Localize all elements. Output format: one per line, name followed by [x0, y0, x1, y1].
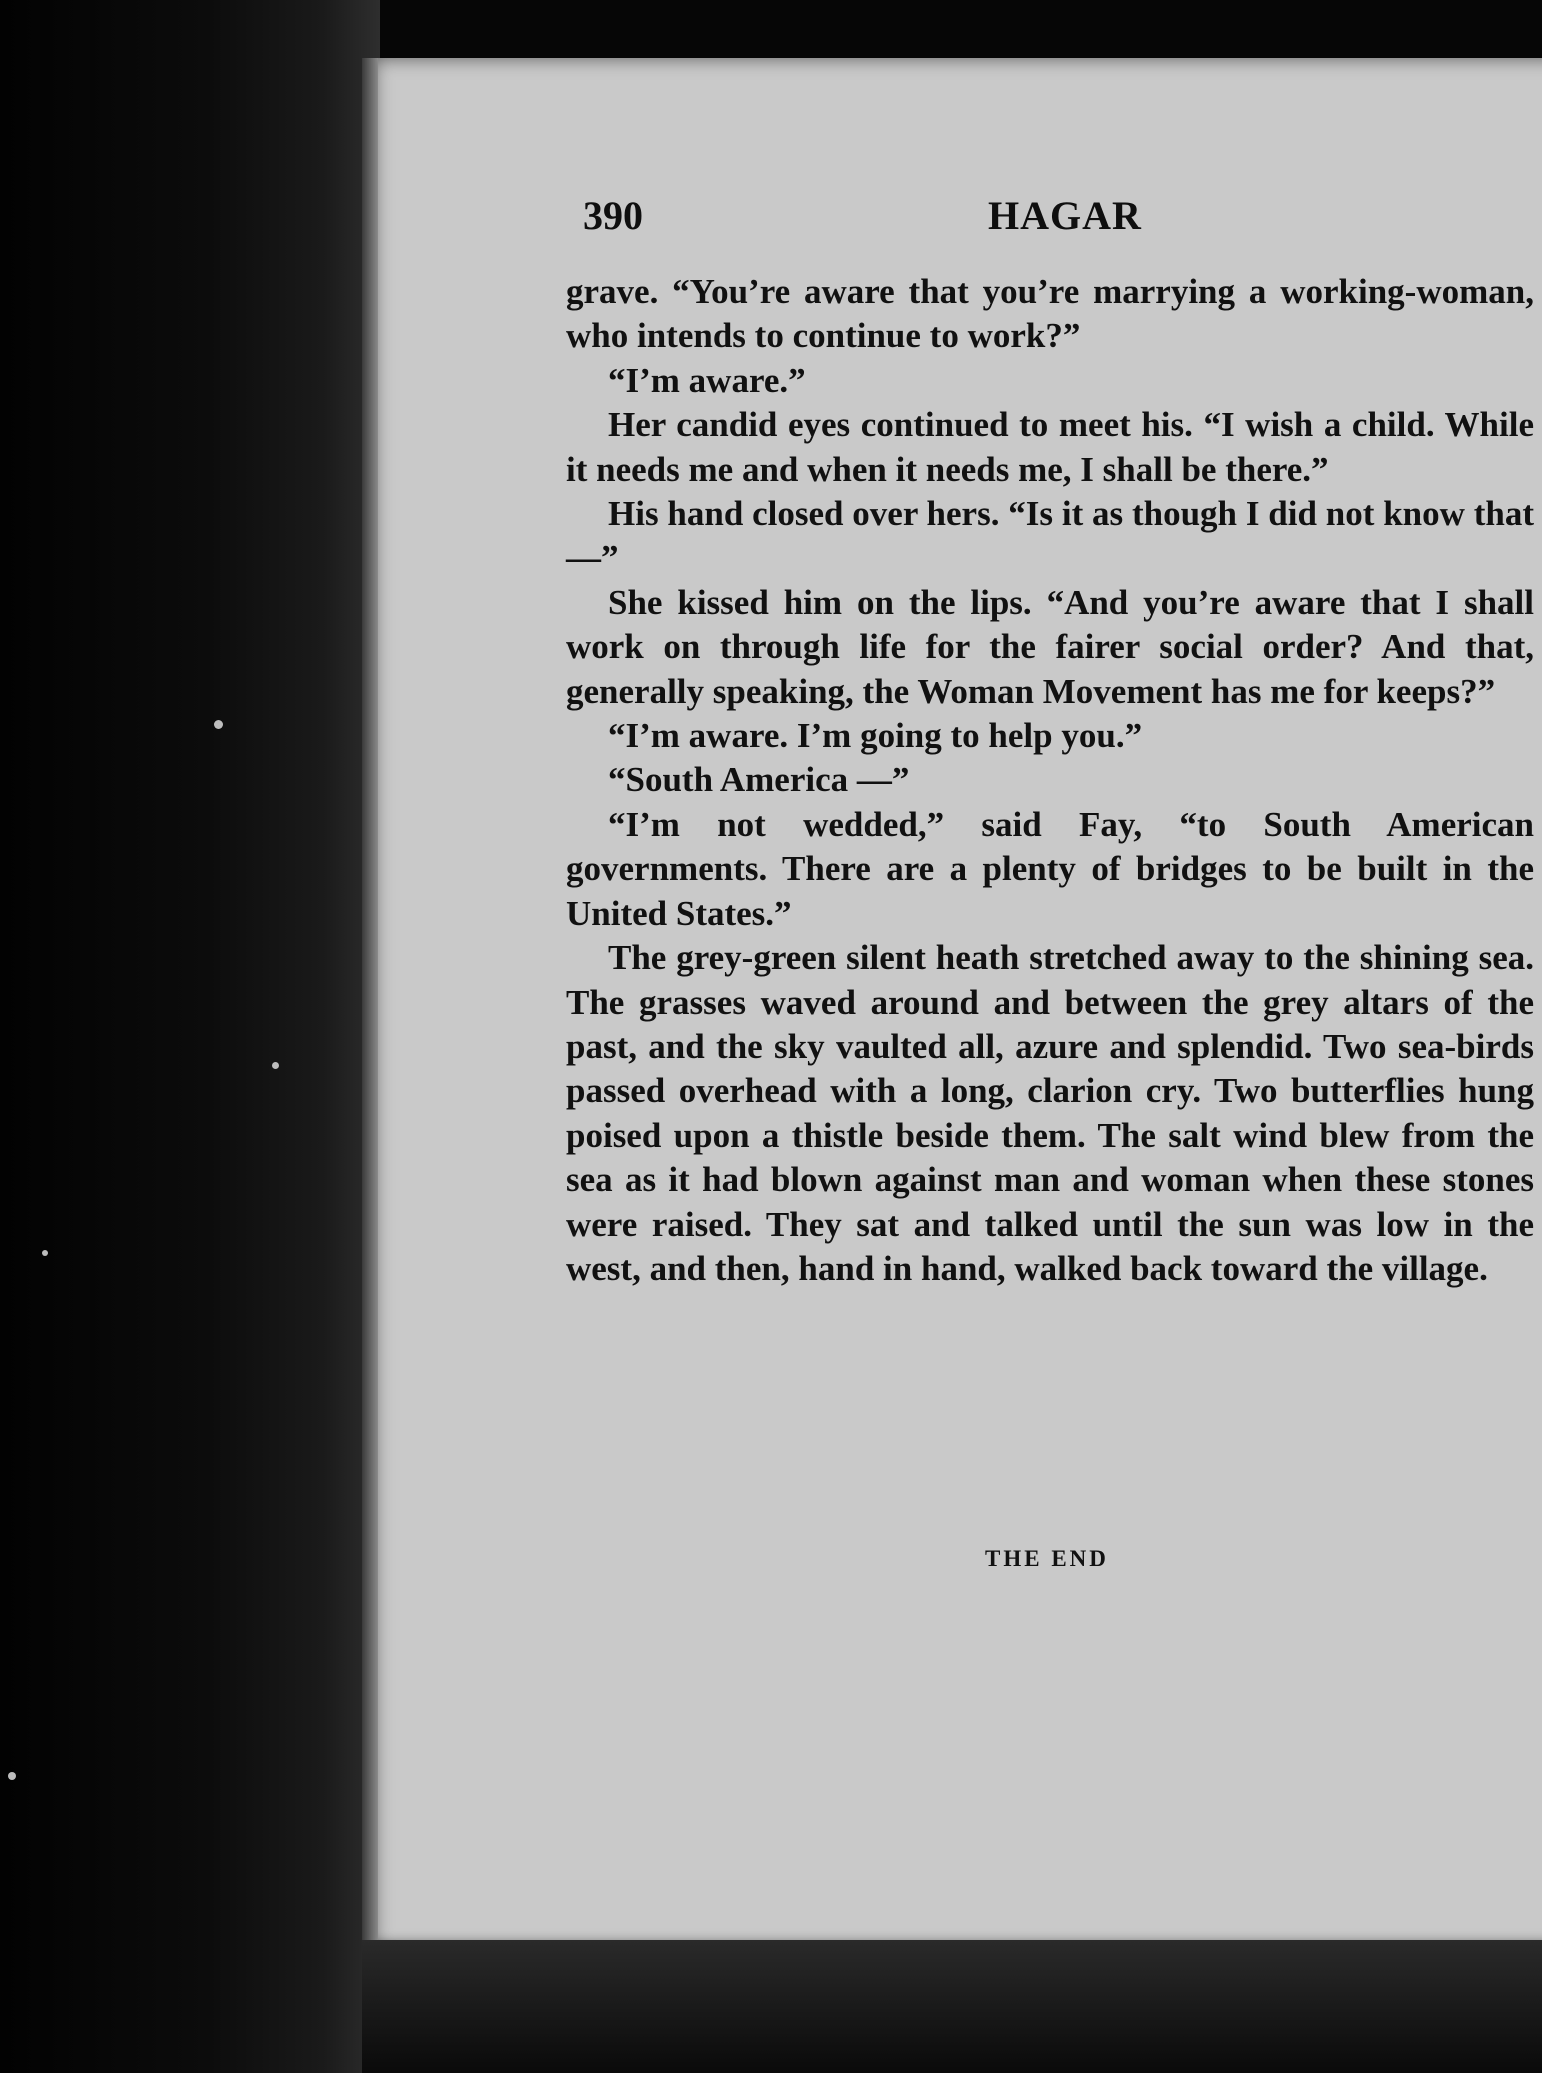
paragraph: “South America —” [608, 760, 910, 800]
scan-dark-margin [0, 0, 380, 2073]
body-text [566, 270, 1534, 1291]
page-number: 390 [583, 193, 643, 238]
paragraph: She kissed him on the lips. “And you’re aware that I shall work on through life for the fairer social order? And that, generally speaking, the Woman Movement has me for keeps?” [566, 582, 1534, 711]
paragraph: Her candid eyes continued to meet his. “I wish a child. While it needs me and when it needs me, I shall be there.” [566, 405, 1534, 489]
scan-speck [214, 720, 223, 729]
paragraph: “I’m aware.” [608, 360, 806, 400]
paragraph: The grey-green silent heath stretched away to the shining sea. The grasses waved around and between the grey altars of the past, and the sky vaulted all, azure and splendid. Two sea-birds passed overhead with a long, clarion cry. Two butterflies hung poised upon a thistle beside them. The salt wind blew from the sea as it had blown against man and woman when these stones were raised. They sat and talked until the sun was low in the west, and then, hand in hand, walked back toward the village. [566, 938, 1534, 1288]
paragraph: “I’m not wedded,” said Fay, “to South American governments. There are a plenty of bridges to be built in the United States.” [566, 804, 1534, 933]
page-bottom-shadow [362, 1940, 1542, 2073]
paragraph: grave. “You’re aware that you’re marrying a working-woman, who intends to continue to work?” [566, 272, 1534, 356]
running-head: HAGAR [988, 193, 1142, 238]
scan-speck [272, 1062, 279, 1069]
page-binding-edge [362, 58, 378, 1950]
paragraph: “I’m aware. I’m going to help you.” [608, 716, 1143, 756]
scan-speck [42, 1250, 48, 1256]
end-mark: THE END [985, 1546, 1109, 1571]
paragraph: His hand closed over hers. “Is it as though I did not know that —” [566, 494, 1534, 578]
scan-speck [8, 1772, 16, 1780]
